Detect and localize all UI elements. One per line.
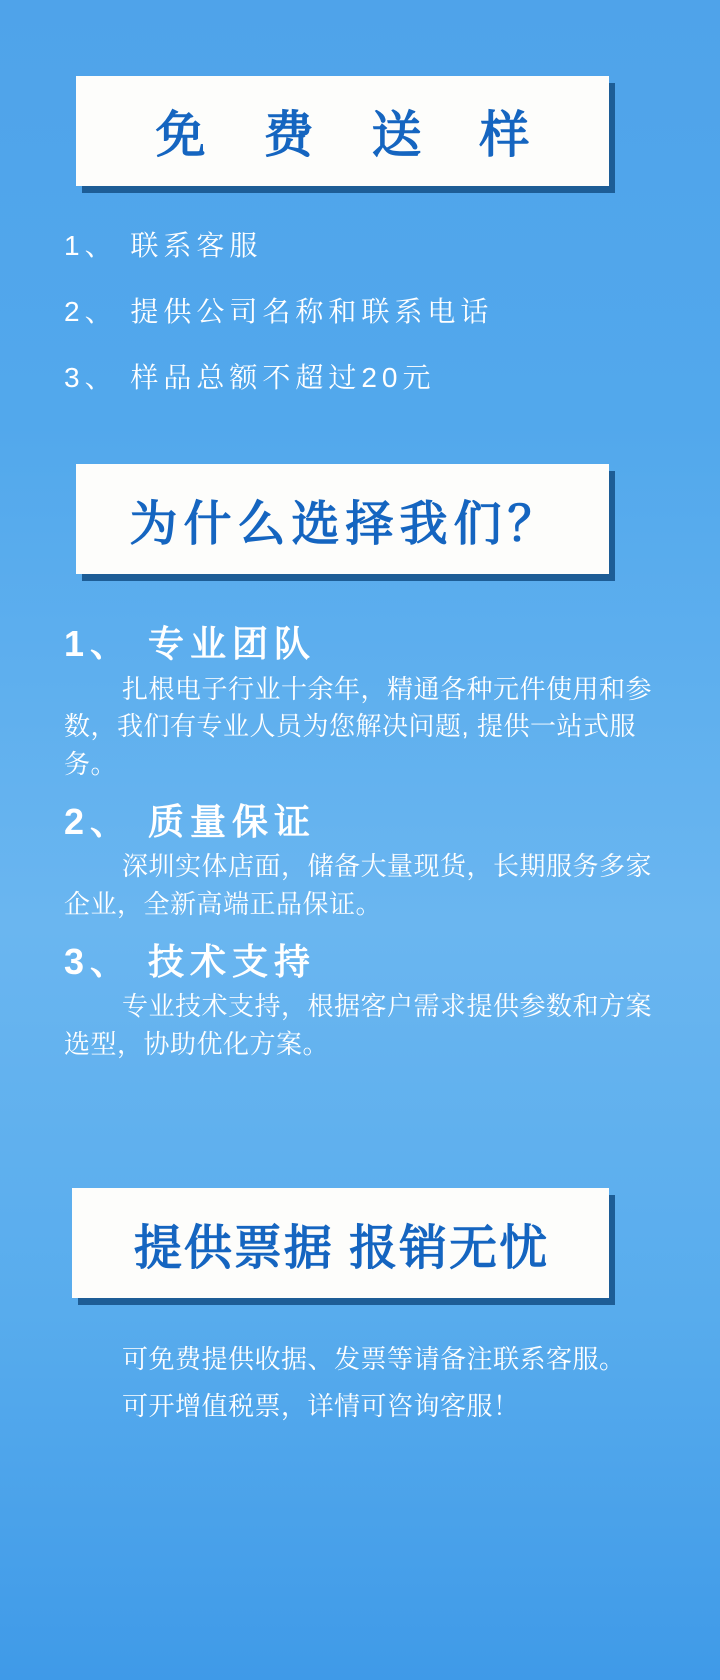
- reason-body: 专业技术支持，根据客户需求提供参数和方案选型，协助优化方案。: [64, 991, 653, 1059]
- banner-free-sample-text: 免 费 送 样: [155, 107, 552, 163]
- banner-free-sample: [76, 76, 609, 186]
- banner-why-us-text: 为什么选择我们？: [129, 497, 562, 551]
- reason-body: 扎根电子行业十余年，精通各种元件使用和参数，我们有专业人员为您解决问题, 提供一站式服务。: [64, 673, 653, 779]
- invoice-notes-section: [64, 1340, 664, 1434]
- reason-title: 2、 质量保证: [64, 800, 317, 842]
- list-item: 3、 样品总额不超过20元: [64, 362, 436, 393]
- list-item: 1、 联系客服: [64, 230, 263, 261]
- reason-item: [64, 938, 664, 1064]
- banner-why-us: [76, 464, 609, 574]
- invoice-note: 可免费提供收据、发票等请备注联系客服。: [122, 1344, 626, 1374]
- reason-title: 3、 技术支持: [64, 940, 317, 982]
- reason-item: [64, 620, 664, 784]
- reasons-section: [64, 620, 664, 1078]
- reason-body: 深圳实体店面，储备大量现货，长期服务多家企业，全新高端正品保证。: [64, 851, 653, 919]
- free-sample-steps: [64, 232, 664, 430]
- list-item: 2、 提供公司名称和联系电话: [64, 296, 494, 327]
- banner-invoice-text: 提供票据 报销无忧: [133, 1221, 550, 1275]
- reason-item: [64, 798, 664, 924]
- reason-title: 1、 专业团队: [64, 623, 317, 664]
- banner-invoice: [72, 1188, 609, 1298]
- invoice-note: 可开增值税票，详情可咨询客服！: [122, 1391, 520, 1421]
